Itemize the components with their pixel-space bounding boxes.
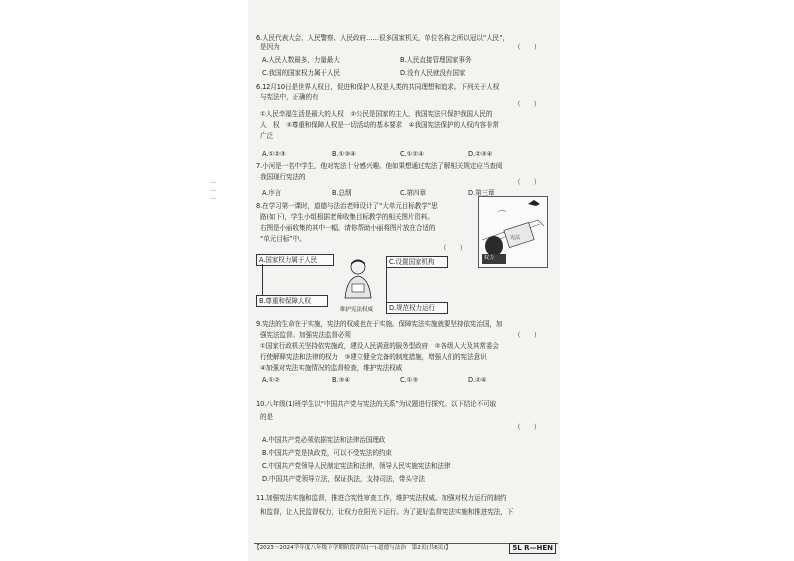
page-footer	[254, 543, 558, 553]
connector-line	[262, 264, 263, 295]
question-8-stem-2: 路(如下)，学生小组根据老师收集目标教学的相关图片资料。	[260, 213, 434, 221]
option-d: D.中国共产党领导立法，保证执法，支持司法，带头守法	[262, 475, 425, 483]
question-11-stem-2: 和监督，让人民监督权力，让权力在阳光下运行。为了更好监督宪法实施和推进宪法，下	[260, 508, 514, 516]
question-8-stem: 8.在学习第一课时，道德与法治老师设计了“大单元目标教学”思	[256, 202, 438, 210]
goal-box-b-label: B.尊重和保障人权	[259, 297, 311, 305]
statement-line: ④加强对宪法实施情况的监督检查，维护宪法权威	[260, 364, 403, 372]
option-c: C.①③	[400, 376, 419, 384]
option-a: A.中国共产党必须依据宪法和法律治国理政	[262, 436, 386, 444]
answer-bracket: （ ）	[514, 178, 541, 186]
option-b: B.总纲	[332, 189, 352, 197]
option-b: B.人民直接管理国家事务	[400, 56, 472, 64]
goal-box-c	[386, 256, 448, 268]
option-d: D.②③④	[468, 150, 493, 158]
option-b: B.中国共产党是执政党，可以不受宪法的约束	[262, 449, 392, 457]
option-d: D.②④	[468, 376, 487, 384]
margin-mark: …	[210, 178, 216, 185]
option-c: C.我国的国家权力属于人民	[262, 69, 340, 77]
footer-text: 【2023～2024学年度八年级下学期阶段评估(一)·道德与法治 第2页(共6页)】	[254, 545, 452, 551]
question-human-rights-stem: 6.12月10日是世界人权日，促进和保护人权是人类的共同理想和追求。下列关于人权	[256, 83, 500, 91]
question-9-stem: 9.宪法的生命在于实施，宪法的权威也在于实施。保障宪法实施就要坚持依宪治国，加	[256, 320, 503, 328]
picture-label-power: 权力	[484, 255, 495, 261]
option-b: B.③④	[332, 376, 351, 384]
option-c: C.中国共产党领导人民制定宪法和法律，领导人民实施宪法和法律	[262, 462, 451, 470]
goal-box-c-label: C.设置国家机构	[389, 258, 435, 266]
question-11-stem: 11.加强宪法实施和监督，推进合宪性审查工作，维护宪法权威。加强对权力运行的制约	[256, 494, 507, 502]
student-figure-icon	[337, 258, 379, 306]
statement-line: 人 权 ③尊重和保障人权是一切活动的基本要求 ④我国宪法保护的人权内容非常	[260, 121, 499, 129]
option-a: A.①②	[262, 376, 280, 384]
goal-box-d-label: D.规范权力运行	[389, 304, 435, 312]
answer-bracket: （ ）	[440, 244, 467, 252]
statement-line: 广泛	[260, 132, 273, 140]
picture-label-constitution: 宪法	[510, 235, 521, 241]
option-a: A.人民人数最多，力量最大	[262, 56, 340, 64]
question-human-rights-stem-2: 与宪法中，正确的有	[260, 93, 319, 101]
question-7-stem-2: 我国现行宪法的	[260, 173, 306, 181]
exam-code: 5L R—HEN	[509, 543, 556, 554]
option-b: B.①③④	[332, 150, 356, 158]
answer-bracket: （ ）	[514, 43, 541, 51]
answer-bracket: （ ）	[514, 100, 541, 108]
question-9-stem-2: 强宪法监督。加强宪法监督必须	[260, 331, 351, 339]
question-8-stem-4: “单元目标”中。	[260, 235, 306, 243]
connector-line	[386, 266, 387, 302]
goal-box-a	[256, 254, 334, 266]
option-c: C.第四章	[400, 189, 426, 197]
margin-mark: …	[210, 194, 216, 201]
statement-line: 行使解释宪法和法律的权力 ③建立健全完备的制度措施，增强人们的宪法意识	[260, 353, 487, 361]
question-10-stem: 10.八年级(1)班学生以“中国共产党与宪法的关系”为议题进行探究。以下结论不可取	[256, 400, 497, 408]
goal-box-a-label: A.国家权力属于人民	[259, 256, 318, 264]
question-8-stem-3: 右图是小丽收集的其中一幅，请你帮助小丽将图片放在合适的	[260, 224, 436, 232]
option-a: A.序言	[262, 189, 282, 197]
option-c: C.①②④	[400, 150, 424, 158]
margin-mark: …	[210, 186, 216, 193]
diagram-center-caption: 维护宪法权威	[340, 307, 373, 313]
answer-bracket: （ ）	[514, 331, 541, 339]
goal-box-d	[386, 302, 448, 314]
option-d: D.没有人民就没有国家	[400, 69, 466, 77]
answer-bracket: （ ）	[514, 423, 541, 431]
option-a: A.①②③	[262, 150, 286, 158]
goal-box-b	[256, 295, 328, 307]
question-7-stem: 7.小河是一名中学生，他对宪法十分感兴趣。他如果想通过宪法了解相关规定应当查阅	[256, 162, 503, 170]
question-6-stem: 6.人民代表大会、人民警察、人民政府……很多国家机关，单位名称之所以冠以“人民”，	[256, 34, 509, 42]
question-10-stem-2: 的是	[260, 413, 273, 421]
question-6-stem-2: 是因为	[260, 43, 280, 51]
statement-line: ①国家行政机关坚持依宪施政，建设人民满意的服务型政府 ②各级人大及其常委会	[260, 342, 499, 350]
statement-line: ①人民幸福生活是最大的人权 ②公民是国家的主人，我国宪法只保护我国人民的	[260, 110, 493, 118]
option-d: D.第三章	[468, 189, 495, 197]
